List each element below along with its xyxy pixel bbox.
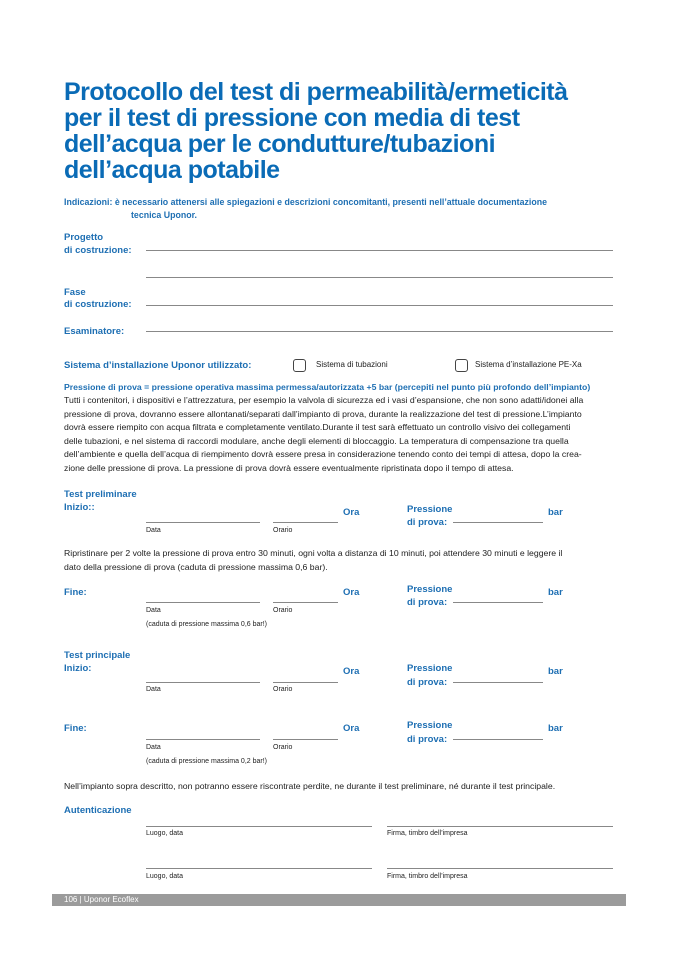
signature-field-2[interactable] bbox=[387, 868, 613, 869]
tubing-system-label: Sistema di tubazioni bbox=[316, 360, 388, 369]
preliminary-end-label: Fine: bbox=[64, 587, 87, 598]
main-end-date-field[interactable] bbox=[146, 739, 260, 740]
main-test-heading: Test principale bbox=[64, 650, 131, 661]
bar-unit: bar bbox=[548, 723, 563, 734]
preliminary-end-date-field[interactable] bbox=[146, 602, 260, 603]
ora-label: Ora bbox=[343, 507, 360, 518]
indications-line-2: tecnica Uponor. bbox=[131, 210, 197, 220]
indications-line-1: Indicazioni: è necessario attenersi alle spiegazioni e descrizioni concomitanti, presenti nell’attuale documentazione bbox=[64, 197, 547, 207]
signature-field-1[interactable] bbox=[387, 826, 613, 827]
time-caption: Orario bbox=[273, 744, 293, 751]
place-date-field-1[interactable] bbox=[146, 826, 372, 827]
pressure-label-1: Pressione bbox=[407, 663, 453, 674]
phase-field[interactable] bbox=[146, 305, 613, 306]
project-label-2: di costruzione: bbox=[64, 245, 132, 256]
examiner-label: Esaminatore: bbox=[64, 326, 125, 337]
pressure-label-2: di prova: bbox=[407, 597, 448, 608]
test-pressure-text bbox=[64, 394, 583, 475]
main-start-time-field[interactable] bbox=[273, 682, 338, 683]
main-start-date-field[interactable] bbox=[146, 682, 260, 683]
page-title bbox=[64, 79, 624, 183]
main-test-end-label: Fine: bbox=[64, 723, 87, 734]
bar-unit: bar bbox=[548, 666, 563, 677]
preliminary-end-pressure-field[interactable] bbox=[453, 602, 543, 603]
main-drop-note: (caduta di pressione massima 0,2 bar!) bbox=[146, 758, 267, 765]
date-caption: Data bbox=[146, 744, 161, 751]
text-line: delle tubazioni, e nel sistema di raccordi modulare, anche degli elementi di bloccaggio. La temperatura di compensazione tra quella bbox=[64, 435, 569, 446]
pressure-label-1: Pressione bbox=[407, 720, 453, 731]
text-line: zione delle pressione di prova. La pressione di prova dovrà essere eventualmente ripristinata dopo il tempo di attesa. bbox=[64, 462, 514, 473]
date-caption: Data bbox=[146, 607, 161, 614]
project-field[interactable] bbox=[146, 250, 613, 251]
preliminary-start-pressure-field[interactable] bbox=[453, 522, 543, 523]
authentication-heading: Autenticazione bbox=[64, 805, 132, 816]
pexa-system-checkbox[interactable] bbox=[455, 359, 468, 372]
ora-label: Ora bbox=[343, 666, 360, 677]
title-line-2: per il test di pressione con media di test bbox=[64, 104, 520, 132]
preliminary-start-label: Inizio:: bbox=[64, 502, 95, 513]
title-line-1: Protocollo del test di permeabilità/ermeticità bbox=[64, 78, 568, 106]
pressure-label-2: di prova: bbox=[407, 517, 448, 528]
pexa-system-label: Sistema d’installazione PE-Xa bbox=[475, 360, 582, 369]
text-line: pressione di prova, dovranno essere allontanati/separati dall’impianto di prova, durante la realizzazione del test di pressione.L’impianto bbox=[64, 408, 582, 419]
pressure-label-1: Pressione bbox=[407, 584, 453, 595]
main-test-start-label: Inizio: bbox=[64, 663, 92, 674]
text-line: Ripristinare per 2 volte la pressione di prova entro 30 minuti, ogni volta a distanza di 10 minuti, poi attendere 30 minuti e leggere il bbox=[64, 548, 563, 558]
signature-caption: Firma, timbro dell’impresa bbox=[387, 873, 468, 880]
signature-caption: Firma, timbro dell’impresa bbox=[387, 830, 468, 837]
conclusion-text: Nell’impianto sopra descritto, non potranno essere riscontrate perdite, ne durante il test preliminare, né durante il test principale. bbox=[64, 781, 556, 791]
bar-unit: bar bbox=[548, 587, 563, 598]
preliminary-start-time-field[interactable] bbox=[273, 522, 338, 523]
pressure-label-2: di prova: bbox=[407, 734, 448, 745]
date-caption: Data bbox=[146, 527, 161, 534]
preliminary-start-date-field[interactable] bbox=[146, 522, 260, 523]
main-end-pressure-field[interactable] bbox=[453, 739, 543, 740]
ora-label: Ora bbox=[343, 723, 360, 734]
preliminary-drop-note: (caduta di pressione massima 0,6 bar!) bbox=[146, 621, 267, 628]
project-field-2[interactable] bbox=[146, 277, 613, 278]
time-caption: Orario bbox=[273, 686, 293, 693]
system-label: Sistema d’installazione Uponor utilizzato: bbox=[64, 360, 252, 371]
time-caption: Orario bbox=[273, 527, 293, 534]
date-caption: Data bbox=[146, 686, 161, 693]
text-line: dovrà essere riempito con acqua filtrata e completamente ventilato.Durante il test sarà effettuato un controllo visivo dei collegamenti bbox=[64, 422, 571, 432]
pressure-label-2: di prova: bbox=[407, 677, 448, 688]
examiner-field[interactable] bbox=[146, 331, 613, 332]
place-date-caption: Luogo, data bbox=[146, 830, 183, 837]
project-label-1: Progetto bbox=[64, 232, 104, 243]
time-caption: Orario bbox=[273, 607, 293, 614]
phase-label-2: di costruzione: bbox=[64, 299, 132, 310]
phase-label-1: Fase bbox=[64, 287, 86, 298]
preliminary-end-time-field[interactable] bbox=[273, 602, 338, 603]
footer-text: 106 | Uponor Ecoflex bbox=[64, 895, 139, 904]
title-line-4: dell’acqua potabile bbox=[64, 156, 280, 184]
text-line: dell’ambiente e quella dell’acqua di riempimento dovrà essere presa in considerazione tenendo conto dei tempi di attesa, dopo la crea- bbox=[64, 449, 582, 459]
tubing-system-checkbox[interactable] bbox=[293, 359, 306, 372]
page-footer bbox=[52, 894, 626, 906]
text-line: dato della pressione di prova (caduta di pressione massima 0,6 bar). bbox=[64, 561, 328, 572]
pressure-label-1: Pressione bbox=[407, 504, 453, 515]
title-line-3: dell’acqua per le condutture/tubazioni bbox=[64, 130, 496, 158]
main-start-pressure-field[interactable] bbox=[453, 682, 543, 683]
text-line: Tutti i contenitori, i dispositivi e l’attrezzatura, per esempio la valvola di sicurezza ed i vasi d’espansione, che non sono adatti/idonei alla bbox=[64, 395, 584, 405]
bar-unit: bar bbox=[548, 507, 563, 518]
ora-label: Ora bbox=[343, 587, 360, 598]
preliminary-heading: Test preliminare bbox=[64, 489, 137, 500]
place-date-field-2[interactable] bbox=[146, 868, 372, 869]
test-pressure-definition: Pressione di prova = pressione operativa massima permessa/autorizzata +5 bar (percepiti nel punto più profondo dell’impianto) bbox=[64, 382, 591, 392]
restore-instructions bbox=[64, 547, 562, 574]
place-date-caption: Luogo, data bbox=[146, 873, 183, 880]
main-end-time-field[interactable] bbox=[273, 739, 338, 740]
